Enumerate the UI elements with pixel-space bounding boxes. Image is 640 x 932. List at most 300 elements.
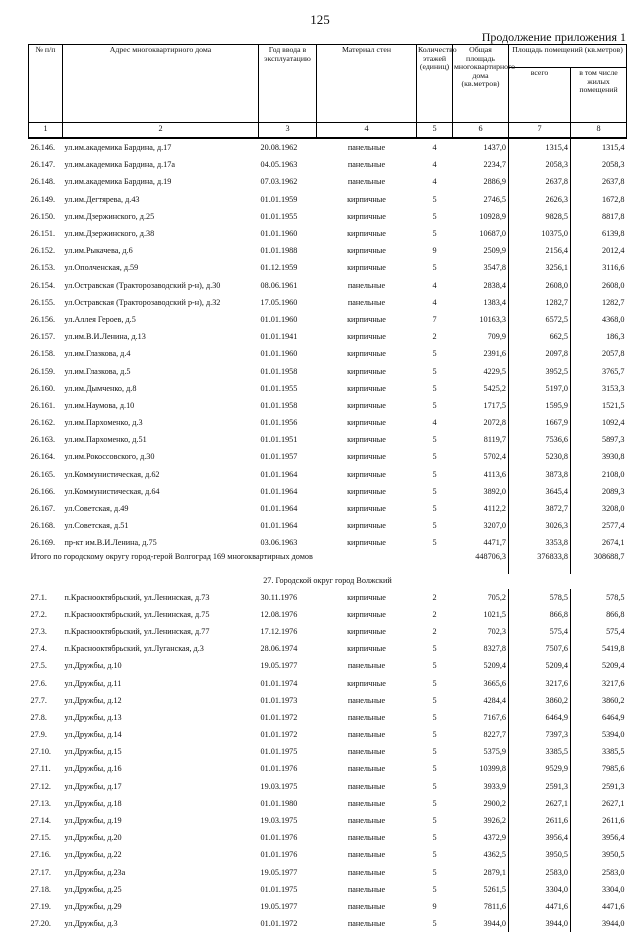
row-wall-material: кирпичные bbox=[317, 380, 417, 397]
volgograd-total bbox=[29, 552, 627, 589]
row-premises-total: 2058,3 bbox=[509, 156, 571, 173]
row-year: 19.05.1977 bbox=[259, 864, 317, 881]
table-row bbox=[29, 778, 627, 795]
row-floors: 5 bbox=[417, 778, 453, 795]
row-wall-material: панельные bbox=[317, 657, 417, 674]
row-year: 01.01.1958 bbox=[259, 362, 317, 379]
row-number: 27.11. bbox=[29, 760, 63, 777]
row-year: 17.12.1976 bbox=[259, 623, 317, 640]
row-wall-material: панельные bbox=[317, 726, 417, 743]
row-year: 04.05.1963 bbox=[259, 156, 317, 173]
row-premises-total: 2637,8 bbox=[509, 173, 571, 190]
table-row bbox=[29, 915, 627, 932]
row-premises-total: 3873,8 bbox=[509, 466, 571, 483]
row-number: 26.150. bbox=[29, 208, 63, 225]
table-row bbox=[29, 864, 627, 881]
row-number: 26.153. bbox=[29, 259, 63, 276]
row-address: ул.Дружбы, д.10 bbox=[63, 657, 259, 674]
row-address: п.Краснооктябрьский, ул.Луганская, д.3 bbox=[63, 640, 259, 657]
row-premises-total: 2626,3 bbox=[509, 191, 571, 208]
row-address: п.Краснооктябрьский, ул.Ленинская, д.77 bbox=[63, 623, 259, 640]
row-year: 01.01.1959 bbox=[259, 191, 317, 208]
row-year: 01.01.1974 bbox=[259, 674, 317, 691]
row-address: ул.им.Дымченко, д.8 bbox=[63, 380, 259, 397]
row-wall-material: кирпичные bbox=[317, 345, 417, 362]
row-premises-living: 3930,8 bbox=[571, 448, 627, 465]
row-address: пр-кт им.В.И.Ленина, д.75 bbox=[63, 534, 259, 551]
row-year: 17.05.1960 bbox=[259, 294, 317, 311]
row-address: ул.Дружбы, д.23а bbox=[63, 864, 259, 881]
table-row bbox=[29, 208, 627, 225]
row-total-area: 4112,2 bbox=[453, 500, 509, 517]
row-number: 26.167. bbox=[29, 500, 63, 517]
row-wall-material: панельные bbox=[317, 294, 417, 311]
table-row bbox=[29, 277, 627, 294]
row-floors: 5 bbox=[417, 829, 453, 846]
row-premises-living: 2611,6 bbox=[571, 812, 627, 829]
row-floors: 4 bbox=[417, 138, 453, 156]
row-year: 19.03.1975 bbox=[259, 778, 317, 795]
row-address: ул.Дружбы, д.11 bbox=[63, 674, 259, 691]
row-wall-material: панельные bbox=[317, 277, 417, 294]
row-premises-living: 3385,5 bbox=[571, 743, 627, 760]
row-premises-living: 2583,0 bbox=[571, 864, 627, 881]
row-wall-material: панельные bbox=[317, 156, 417, 173]
total-row bbox=[29, 552, 627, 574]
row-floors: 5 bbox=[417, 760, 453, 777]
row-total-area: 5261,5 bbox=[453, 881, 509, 898]
row-number: 26.148. bbox=[29, 173, 63, 190]
row-premises-living: 3950,5 bbox=[571, 846, 627, 863]
row-floors: 5 bbox=[417, 534, 453, 551]
row-year: 01.01.1957 bbox=[259, 448, 317, 465]
row-floors: 4 bbox=[417, 173, 453, 190]
row-premises-living: 2608,0 bbox=[571, 277, 627, 294]
row-year: 01.01.1964 bbox=[259, 517, 317, 534]
row-total-area: 10687,0 bbox=[453, 225, 509, 242]
row-premises-total: 3872,7 bbox=[509, 500, 571, 517]
column-number: 8 bbox=[571, 123, 627, 139]
row-premises-living: 1092,4 bbox=[571, 414, 627, 431]
row-premises-total: 575,4 bbox=[509, 623, 571, 640]
row-floors: 5 bbox=[417, 208, 453, 225]
row-number: 26.168. bbox=[29, 517, 63, 534]
row-address: ул.им.Глазкова, д.4 bbox=[63, 345, 259, 362]
row-premises-living: 6464,9 bbox=[571, 709, 627, 726]
table-row bbox=[29, 311, 627, 328]
row-wall-material: кирпичные bbox=[317, 328, 417, 345]
row-number: 26.164. bbox=[29, 448, 63, 465]
row-total-area: 2879,1 bbox=[453, 864, 509, 881]
row-floors: 9 bbox=[417, 242, 453, 259]
row-premises-living: 3860,2 bbox=[571, 692, 627, 709]
row-premises-living: 2057,8 bbox=[571, 345, 627, 362]
row-premises-total: 1315,4 bbox=[509, 138, 571, 156]
table-row bbox=[29, 242, 627, 259]
row-year: 20.08.1962 bbox=[259, 138, 317, 156]
row-total-area: 10163,3 bbox=[453, 311, 509, 328]
row-premises-total: 3304,0 bbox=[509, 881, 571, 898]
row-wall-material: кирпичные bbox=[317, 500, 417, 517]
row-year: 01.01.1941 bbox=[259, 328, 317, 345]
row-wall-material: панельные bbox=[317, 138, 417, 156]
row-wall-material: панельные bbox=[317, 795, 417, 812]
row-premises-total: 3256,1 bbox=[509, 259, 571, 276]
row-number: 27.15. bbox=[29, 829, 63, 846]
row-floors: 2 bbox=[417, 606, 453, 623]
row-total-area: 2838,4 bbox=[453, 277, 509, 294]
row-address: ул.Остравская (Тракторозаводский р-н), д.32 bbox=[63, 294, 259, 311]
row-address: ул.им.Дзержинского, д.38 bbox=[63, 225, 259, 242]
section-heading-row bbox=[29, 574, 627, 589]
row-premises-living: 575,4 bbox=[571, 623, 627, 640]
row-total-area: 1437,0 bbox=[453, 138, 509, 156]
row-premises-total: 7397,3 bbox=[509, 726, 571, 743]
row-floors: 5 bbox=[417, 915, 453, 932]
row-premises-total: 3026,3 bbox=[509, 517, 571, 534]
row-year: 12.08.1976 bbox=[259, 606, 317, 623]
row-total-area: 705,2 bbox=[453, 589, 509, 606]
row-number: 27.12. bbox=[29, 778, 63, 795]
row-wall-material: панельные bbox=[317, 692, 417, 709]
row-premises-living: 2108,0 bbox=[571, 466, 627, 483]
row-year: 01.01.1964 bbox=[259, 466, 317, 483]
row-wall-material: кирпичные bbox=[317, 517, 417, 534]
table-row bbox=[29, 225, 627, 242]
header-row bbox=[29, 45, 627, 68]
row-premises-total: 1595,9 bbox=[509, 397, 571, 414]
row-total-area: 4362,5 bbox=[453, 846, 509, 863]
row-total-area: 8327,8 bbox=[453, 640, 509, 657]
row-wall-material: панельные bbox=[317, 864, 417, 881]
row-premises-living: 186,3 bbox=[571, 328, 627, 345]
row-address: ул.Дружбы, д.17 bbox=[63, 778, 259, 795]
row-wall-material: кирпичные bbox=[317, 191, 417, 208]
row-floors: 5 bbox=[417, 380, 453, 397]
row-premises-total: 3944,0 bbox=[509, 915, 571, 932]
row-wall-material: кирпичные bbox=[317, 606, 417, 623]
row-wall-material: панельные bbox=[317, 743, 417, 760]
row-address: ул.им.Рокоссовского, д.30 bbox=[63, 448, 259, 465]
column-number: 6 bbox=[453, 123, 509, 139]
row-premises-living: 2627,1 bbox=[571, 795, 627, 812]
table-row bbox=[29, 328, 627, 345]
row-wall-material: кирпичные bbox=[317, 362, 417, 379]
total-area: 448706,3 bbox=[453, 552, 509, 574]
row-premises-total: 866,8 bbox=[509, 606, 571, 623]
row-address: ул.Дружбы, д.15 bbox=[63, 743, 259, 760]
row-year: 03.06.1963 bbox=[259, 534, 317, 551]
row-number: 27.5. bbox=[29, 657, 63, 674]
row-total-area: 2509,9 bbox=[453, 242, 509, 259]
row-floors: 7 bbox=[417, 311, 453, 328]
page-number: 125 bbox=[0, 12, 640, 28]
row-number: 26.157. bbox=[29, 328, 63, 345]
row-total-area: 2886,9 bbox=[453, 173, 509, 190]
row-number: 27.10. bbox=[29, 743, 63, 760]
row-year: 19.05.1977 bbox=[259, 898, 317, 915]
row-floors: 5 bbox=[417, 431, 453, 448]
row-number: 26.154. bbox=[29, 277, 63, 294]
row-address: ул.им.Дегтярева, д.43 bbox=[63, 191, 259, 208]
row-premises-total: 2097,8 bbox=[509, 345, 571, 362]
table-row bbox=[29, 173, 627, 190]
row-wall-material: кирпичные bbox=[317, 311, 417, 328]
row-premises-living: 1282,7 bbox=[571, 294, 627, 311]
row-year: 01.01.1976 bbox=[259, 846, 317, 863]
row-premises-total: 2608,0 bbox=[509, 277, 571, 294]
row-premises-total: 3956,4 bbox=[509, 829, 571, 846]
table-row bbox=[29, 846, 627, 863]
row-address: ул.Остравская (Тракторозаводский р-н), д.30 bbox=[63, 277, 259, 294]
row-premises-living: 3153,3 bbox=[571, 380, 627, 397]
row-floors: 5 bbox=[417, 674, 453, 691]
row-address: ул.Советская, д.51 bbox=[63, 517, 259, 534]
table-row bbox=[29, 156, 627, 173]
header-premises-area: Площадь помещений (кв.метров) bbox=[509, 45, 627, 68]
row-number: 26.147. bbox=[29, 156, 63, 173]
row-year: 01.01.1960 bbox=[259, 345, 317, 362]
table-row bbox=[29, 829, 627, 846]
row-floors: 2 bbox=[417, 589, 453, 606]
row-address: ул.Дружбы, д.22 bbox=[63, 846, 259, 863]
table-row bbox=[29, 898, 627, 915]
row-floors: 5 bbox=[417, 362, 453, 379]
row-total-area: 5209,4 bbox=[453, 657, 509, 674]
row-address: ул.Дружбы, д.14 bbox=[63, 726, 259, 743]
row-premises-living: 2577,4 bbox=[571, 517, 627, 534]
row-floors: 2 bbox=[417, 328, 453, 345]
row-premises-living: 2012,4 bbox=[571, 242, 627, 259]
row-number: 27.16. bbox=[29, 846, 63, 863]
row-number: 27.1. bbox=[29, 589, 63, 606]
row-floors: 4 bbox=[417, 277, 453, 294]
total-label: Итого по городскому округу город-герой Волгоград 169 многоквартирных домов bbox=[29, 552, 453, 574]
row-premises-total: 9529,9 bbox=[509, 760, 571, 777]
row-address: ул.Коммунистическая, д.64 bbox=[63, 483, 259, 500]
row-total-area: 5702,4 bbox=[453, 448, 509, 465]
row-floors: 5 bbox=[417, 345, 453, 362]
table-row bbox=[29, 380, 627, 397]
row-wall-material: кирпичные bbox=[317, 534, 417, 551]
table-row bbox=[29, 726, 627, 743]
row-premises-total: 2627,1 bbox=[509, 795, 571, 812]
row-premises-total: 1282,7 bbox=[509, 294, 571, 311]
row-total-area: 2234,7 bbox=[453, 156, 509, 173]
row-total-area: 3944,0 bbox=[453, 915, 509, 932]
row-premises-living: 8817,8 bbox=[571, 208, 627, 225]
row-year: 01.01.1951 bbox=[259, 431, 317, 448]
row-total-area: 8119,7 bbox=[453, 431, 509, 448]
row-address: ул.Дружбы, д.16 bbox=[63, 760, 259, 777]
row-premises-living: 2058,3 bbox=[571, 156, 627, 173]
row-year: 01.01.1958 bbox=[259, 397, 317, 414]
row-premises-living: 1315,4 bbox=[571, 138, 627, 156]
row-number: 26.166. bbox=[29, 483, 63, 500]
row-premises-living: 3217,6 bbox=[571, 674, 627, 691]
table-row bbox=[29, 606, 627, 623]
row-premises-living: 3944,0 bbox=[571, 915, 627, 932]
table-row bbox=[29, 191, 627, 208]
row-total-area: 8227,7 bbox=[453, 726, 509, 743]
row-total-area: 1021,5 bbox=[453, 606, 509, 623]
row-wall-material: панельные bbox=[317, 829, 417, 846]
volgograd-rows bbox=[29, 138, 627, 552]
row-year: 01.01.1976 bbox=[259, 829, 317, 846]
row-total-area: 3933,9 bbox=[453, 778, 509, 795]
row-wall-material: панельные bbox=[317, 709, 417, 726]
row-total-area: 2391,6 bbox=[453, 345, 509, 362]
row-total-area: 3892,0 bbox=[453, 483, 509, 500]
table-row bbox=[29, 259, 627, 276]
table-row bbox=[29, 812, 627, 829]
row-premises-living: 1521,5 bbox=[571, 397, 627, 414]
row-address: ул.Дружбы, д.18 bbox=[63, 795, 259, 812]
row-floors: 2 bbox=[417, 623, 453, 640]
row-year: 01.01.1973 bbox=[259, 692, 317, 709]
row-number: 27.6. bbox=[29, 674, 63, 691]
row-premises-living: 3765,7 bbox=[571, 362, 627, 379]
column-number: 5 bbox=[417, 123, 453, 139]
row-floors: 5 bbox=[417, 640, 453, 657]
row-floors: 5 bbox=[417, 259, 453, 276]
row-wall-material: кирпичные bbox=[317, 431, 417, 448]
row-wall-material: кирпичные bbox=[317, 589, 417, 606]
row-year: 01.12.1959 bbox=[259, 259, 317, 276]
row-premises-living: 2637,8 bbox=[571, 173, 627, 190]
table-row bbox=[29, 760, 627, 777]
row-floors: 5 bbox=[417, 795, 453, 812]
row-year: 28.06.1974 bbox=[259, 640, 317, 657]
header-premises-total: всего bbox=[509, 68, 571, 123]
row-wall-material: кирпичные bbox=[317, 225, 417, 242]
volzhsky-rows bbox=[29, 589, 627, 932]
row-year: 01.01.1972 bbox=[259, 709, 317, 726]
row-floors: 4 bbox=[417, 294, 453, 311]
row-premises-living: 5209,4 bbox=[571, 657, 627, 674]
row-year: 19.03.1975 bbox=[259, 812, 317, 829]
row-premises-living: 1672,8 bbox=[571, 191, 627, 208]
row-total-area: 3926,2 bbox=[453, 812, 509, 829]
row-premises-total: 578,5 bbox=[509, 589, 571, 606]
row-address: ул.им.Наумова, д.10 bbox=[63, 397, 259, 414]
row-floors: 4 bbox=[417, 156, 453, 173]
row-year: 01.01.1972 bbox=[259, 915, 317, 932]
row-premises-living: 3116,6 bbox=[571, 259, 627, 276]
row-total-area: 5375,9 bbox=[453, 743, 509, 760]
column-number: 2 bbox=[63, 123, 259, 139]
row-premises-total: 4471,6 bbox=[509, 898, 571, 915]
row-wall-material: панельные bbox=[317, 898, 417, 915]
row-floors: 5 bbox=[417, 397, 453, 414]
row-floors: 5 bbox=[417, 191, 453, 208]
table-row bbox=[29, 397, 627, 414]
section-title: 27. Городской округ город Волжский bbox=[29, 574, 627, 589]
total-living: 308688,7 bbox=[571, 552, 627, 574]
continuation-label: Продолжение приложения 1 bbox=[482, 30, 626, 45]
row-address: ул.Дружбы, д.19 bbox=[63, 812, 259, 829]
row-premises-total: 6464,9 bbox=[509, 709, 571, 726]
row-number: 26.158. bbox=[29, 345, 63, 362]
row-number: 26.155. bbox=[29, 294, 63, 311]
row-total-area: 2900,2 bbox=[453, 795, 509, 812]
row-address: ул.им.академика Бардина, д.17 bbox=[63, 138, 259, 156]
row-premises-total: 3217,6 bbox=[509, 674, 571, 691]
row-year: 01.01.1975 bbox=[259, 881, 317, 898]
row-address: ул.Дружбы, д.12 bbox=[63, 692, 259, 709]
row-total-area: 3547,8 bbox=[453, 259, 509, 276]
row-total-area: 4284,4 bbox=[453, 692, 509, 709]
table-row bbox=[29, 138, 627, 156]
row-floors: 9 bbox=[417, 898, 453, 915]
table-row bbox=[29, 362, 627, 379]
row-number: 27.4. bbox=[29, 640, 63, 657]
row-address: п.Краснооктябрьский, ул.Ленинская, д.73 bbox=[63, 589, 259, 606]
row-wall-material: кирпичные bbox=[317, 483, 417, 500]
row-floors: 5 bbox=[417, 657, 453, 674]
row-address: ул.Ополченская, д.59 bbox=[63, 259, 259, 276]
row-premises-total: 3860,2 bbox=[509, 692, 571, 709]
table-row bbox=[29, 881, 627, 898]
row-premises-living: 5419,8 bbox=[571, 640, 627, 657]
row-number: 27.9. bbox=[29, 726, 63, 743]
row-number: 27.8. bbox=[29, 709, 63, 726]
header-total-area: Общая площадь многоквартирного дома (кв.метров) bbox=[453, 45, 509, 123]
row-year: 01.01.1955 bbox=[259, 208, 317, 225]
row-premises-total: 7507,6 bbox=[509, 640, 571, 657]
row-floors: 4 bbox=[417, 414, 453, 431]
row-year: 01.01.1960 bbox=[259, 311, 317, 328]
housing-register-table bbox=[28, 44, 627, 932]
row-year: 01.01.1955 bbox=[259, 380, 317, 397]
row-total-area: 10928,9 bbox=[453, 208, 509, 225]
row-premises-total: 5197,0 bbox=[509, 380, 571, 397]
row-premises-total: 2583,0 bbox=[509, 864, 571, 881]
row-wall-material: кирпичные bbox=[317, 259, 417, 276]
row-wall-material: кирпичные bbox=[317, 466, 417, 483]
row-year: 01.01.1972 bbox=[259, 726, 317, 743]
row-total-area: 7167,6 bbox=[453, 709, 509, 726]
column-numbers-row bbox=[29, 123, 627, 139]
table-row bbox=[29, 431, 627, 448]
row-total-area: 3665,6 bbox=[453, 674, 509, 691]
table-row bbox=[29, 692, 627, 709]
row-wall-material: кирпичные bbox=[317, 640, 417, 657]
row-premises-living: 2674,1 bbox=[571, 534, 627, 551]
row-number: 27.19. bbox=[29, 898, 63, 915]
row-number: 26.146. bbox=[29, 138, 63, 156]
table-row bbox=[29, 483, 627, 500]
row-total-area: 5425,2 bbox=[453, 380, 509, 397]
row-address: ул.Аллея Героев, д.5 bbox=[63, 311, 259, 328]
row-total-area: 1383,4 bbox=[453, 294, 509, 311]
row-premises-total: 10375,0 bbox=[509, 225, 571, 242]
row-floors: 5 bbox=[417, 483, 453, 500]
row-address: ул.им.Дзержинского, д.25 bbox=[63, 208, 259, 225]
row-number: 27.18. bbox=[29, 881, 63, 898]
row-floors: 5 bbox=[417, 692, 453, 709]
row-premises-total: 2156,4 bbox=[509, 242, 571, 259]
row-year: 30.11.1976 bbox=[259, 589, 317, 606]
row-number: 27.2. bbox=[29, 606, 63, 623]
row-premises-living: 866,8 bbox=[571, 606, 627, 623]
row-wall-material: панельные bbox=[317, 812, 417, 829]
row-premises-total: 662,5 bbox=[509, 328, 571, 345]
row-floors: 5 bbox=[417, 743, 453, 760]
row-wall-material: кирпичные bbox=[317, 397, 417, 414]
table-row bbox=[29, 589, 627, 606]
row-number: 26.159. bbox=[29, 362, 63, 379]
